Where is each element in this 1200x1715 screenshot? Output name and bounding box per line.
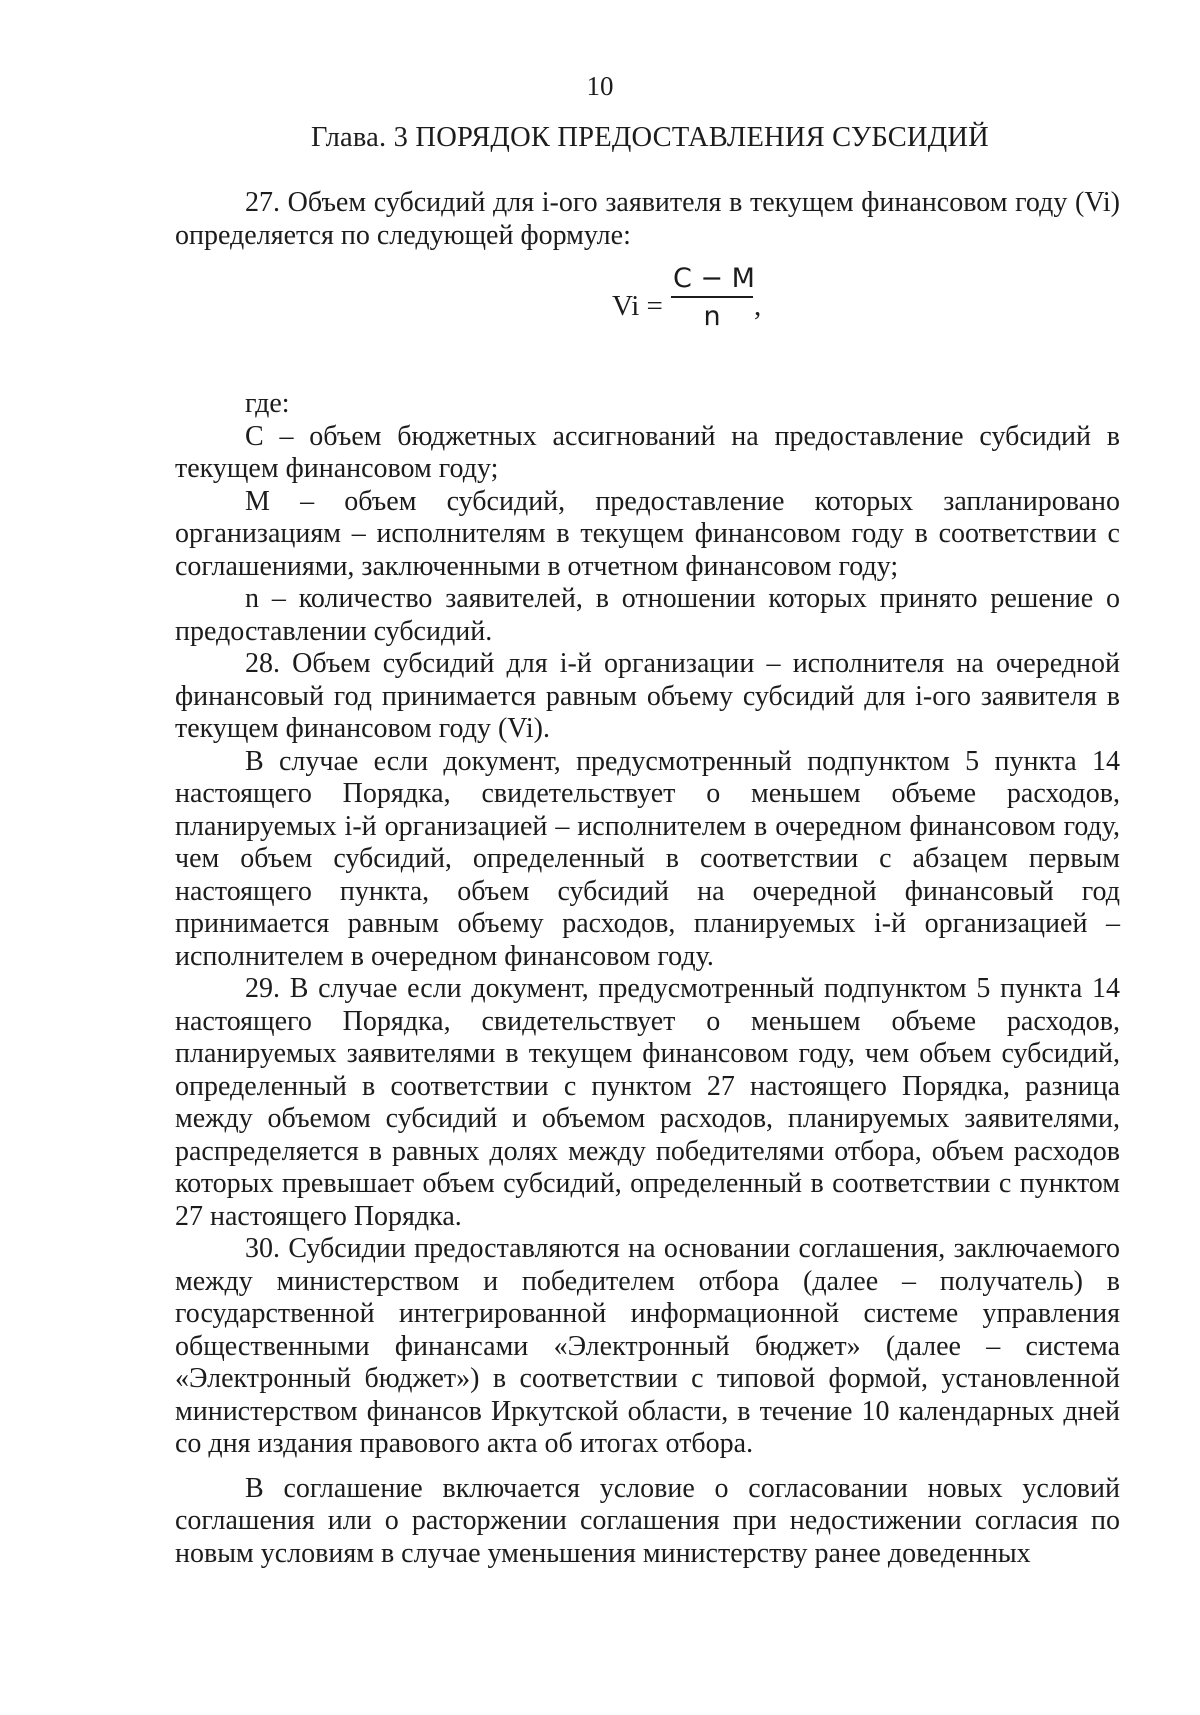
definition-m: М – объем субсидий, предоставление которых запланировано организациям – исполнителям в текущем финансовом году в соответствии с соглашениями, заключенными в отчетном финансовом году;: [175, 485, 1120, 582]
formula-comma: ,: [754, 290, 762, 322]
chapter-heading: Глава. 3 ПОРЯДОК ПРЕДОСТАВЛЕНИЯ СУБСИДИЙ: [311, 122, 989, 153]
page-number: 10: [586, 71, 614, 101]
formula-fraction: [673, 262, 755, 336]
formula-denominator: n: [703, 301, 721, 332]
paragraph-28: 28. Объем субсидий для i-й организации – исполнителя на очередной финансовый год принимается равным объему субсидий для i-ого заявителя в текущем финансовом году (Vi).: [175, 648, 1120, 744]
where-label: где:: [245, 388, 290, 419]
paragraph-30-second: В соглашение включается условие о согласовании новых условий соглашения или о расторжении соглашения при недостижении согласия по новым условиям в случае уменьшения министерству ранее доведенных: [175, 1472, 1120, 1569]
formula-lhs: Vi =: [612, 290, 663, 322]
formula: [175, 252, 1120, 388]
definition-c: С – объем бюджетных ассигнований на предоставление субсидий в текущем финансовом году;: [175, 420, 1120, 484]
definition-n: n – количество заявителей, в отношении которых принято решение о предоставлении субсидий.: [175, 583, 1120, 647]
formula-numerator: C − M: [673, 263, 755, 294]
document-body: [175, 187, 1120, 1570]
paragraph-28-second: В случае если документ, предусмотренный подпунктом 5 пункта 14 настоящего Порядка, свидетельствует о меньшем объеме расходов, планируемых i-й организацией – исполнителем в очередном финансовом году, чем объем субсидий, определенный в соответствии с абзацем первым настоящего пункта, объем субсидий на очередной финансовый год принимается равным объему расходов, планируемых i-й организацией – исполнителем в очередном финансовом году.: [175, 745, 1120, 972]
paragraph-30: 30. Субсидии предоставляются на основании соглашения, заключаемого между министерством и победителем отбора (далее – получатель) в государственной интегрированной информационной системе управления общественными финансами «Электронный бюджет» (далее – система «Электронный бюджет») в соответствии с типовой формой, установленной министерством финансов Иркутской области, в течение 10 календарных дней со дня издания правового акта об итогах отбора.: [175, 1233, 1120, 1459]
paragraph-27: 27. Объем субсидий для i-ого заявителя в текущем финансовом году (Vi) определяется по следующей формуле:: [175, 187, 1120, 251]
paragraph-gap: [175, 1461, 1120, 1473]
paragraph-29: 29. В случае если документ, предусмотренный подпунктом 5 пункта 14 настоящего Порядка, свидетельствует о меньшем объеме расходов, планируемых заявителями в текущем финансовом году, чем объем субсидий, определенный в соответствии с пунктом 27 настоящего Порядка, разница между объемом субсидий и объемом расходов, планируемых заявителями, распределяется в равных долях между победителями отбора, объем расходов которых превышает объем субсидий, определенный в соответствии с пунктом 27 настоящего Порядка.: [175, 973, 1120, 1232]
